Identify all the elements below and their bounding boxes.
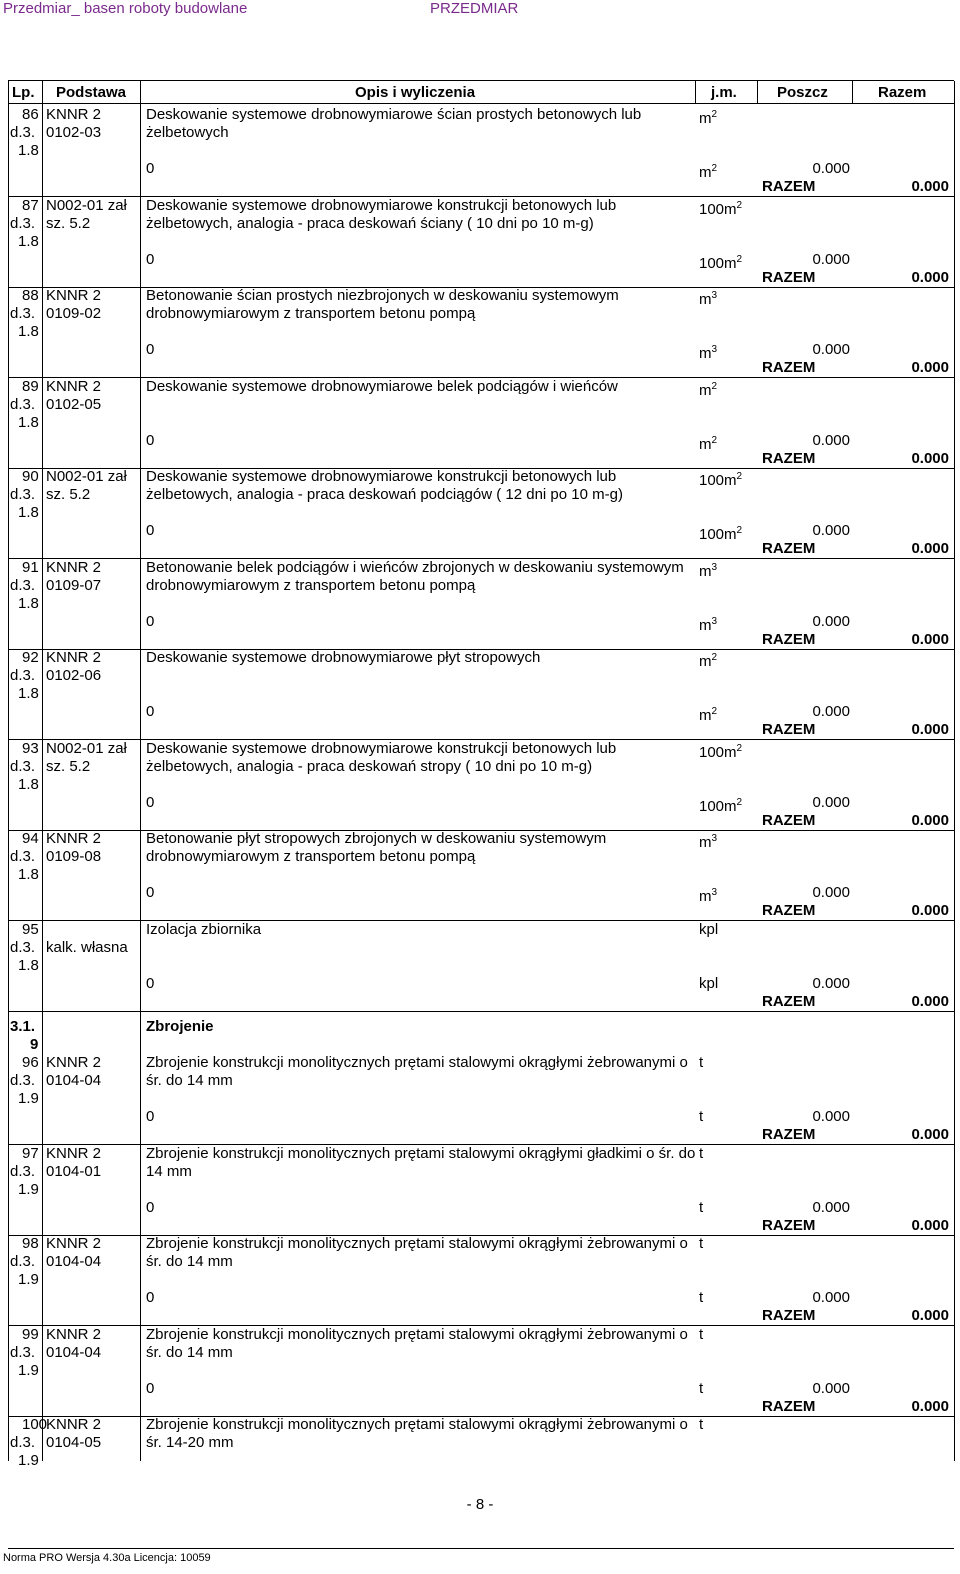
calc-expression: 0 <box>146 612 155 630</box>
entry-chapter: 1.8 <box>18 504 39 521</box>
entry-chapter: 1.9 <box>18 1452 39 1469</box>
entry-number: 98 <box>22 1235 39 1252</box>
entry-basis-code: 0104-05 <box>46 1434 102 1451</box>
entry-chapter: 1.8 <box>18 232 39 250</box>
entry-chapter: 1.8 <box>18 866 39 883</box>
column-rule <box>954 81 955 1461</box>
entry-unit: $m^2$ <box>699 109 718 127</box>
razem-value: 0.000 <box>911 811 949 829</box>
entry-basis-code: 0104-01 <box>46 1162 102 1180</box>
entry-basis-code: 0102-06 <box>46 667 102 684</box>
unit-exponent: 2 <box>711 380 718 392</box>
entry-unit: t <box>699 1235 704 1252</box>
section-title: Zbrojenie <box>146 1018 214 1035</box>
entry-ref: d.3. <box>10 848 36 865</box>
calc-expression: 0 <box>146 341 155 358</box>
entry-unit: t <box>699 1144 704 1162</box>
column-rule <box>757 81 758 103</box>
column-rule <box>852 81 853 103</box>
entry-basis-catalog: KNNR 2 <box>46 1416 102 1433</box>
entry-number: 91 <box>22 558 39 576</box>
entry-basis-code: sz. 5.2 <box>46 214 91 232</box>
calc-expression: 0 <box>146 522 155 539</box>
entry-ref: d.3. <box>10 757 36 775</box>
entry-number: 99 <box>22 1325 39 1343</box>
entry-chapter: 1.9 <box>18 1180 39 1198</box>
entry-ref: d.3. <box>10 1072 36 1089</box>
entry-basis-catalog: KNNR 2 <box>46 1144 102 1162</box>
row-separator <box>8 1011 954 1012</box>
razem-value: 0.000 <box>911 1397 949 1415</box>
entry-chapter: 1.8 <box>18 142 39 159</box>
calc-value: 0.000 <box>812 1289 850 1306</box>
calc-unit: t <box>699 1379 704 1397</box>
entry-basis-code: 0102-05 <box>46 395 102 413</box>
page-header <box>0 0 960 20</box>
col-lp: Lp. <box>12 84 35 101</box>
razem-value: 0.000 <box>911 1126 949 1143</box>
doc-type: PRZEDMIAR <box>430 0 519 17</box>
razem-value: 0.000 <box>911 540 949 557</box>
calc-value: 0.000 <box>812 250 850 268</box>
calc-unit: t <box>699 1198 704 1216</box>
unit-exponent: 3 <box>711 290 718 301</box>
unit-exponent: 3 <box>711 615 718 627</box>
razem-label: RAZEM <box>762 449 816 467</box>
razem-value: 0.000 <box>911 268 949 286</box>
entry-number: 93 <box>22 739 39 757</box>
entry-description: Betonowanie belek podciągów i wieńców zbrojonych w deskowaniu systemowym drobnowymiarowym z transportem betonu pompą <box>146 558 684 594</box>
column-header-row <box>8 82 954 104</box>
calc-expression: 0 <box>146 884 155 901</box>
entry-chapter: 1.9 <box>18 1090 39 1107</box>
calc-value: 0.000 <box>812 1108 850 1125</box>
razem-label: RAZEM <box>762 630 816 648</box>
entry-basis-catalog: KNNR 2 <box>46 830 102 847</box>
entry-ref: d.3. <box>10 1343 36 1361</box>
razem-label: RAZEM <box>762 1216 816 1234</box>
calc-expression: 0 <box>146 703 155 720</box>
calc-unit: $m^3$ <box>699 887 718 905</box>
calc-expression: 0 <box>146 974 155 992</box>
calc-value: 0.000 <box>812 160 850 177</box>
entry-number: 90 <box>22 468 39 485</box>
razem-label: RAZEM <box>762 721 816 738</box>
calc-value: 0.000 <box>812 793 850 811</box>
entry-basis-catalog: KNNR 2 <box>46 1054 102 1071</box>
calc-value: 0.000 <box>812 341 850 358</box>
entry-basis-catalog: KNNR 2 <box>46 1235 102 1252</box>
entry-basis-code: 0104-04 <box>46 1072 102 1089</box>
entry-ref: d.3. <box>10 305 36 322</box>
entry-unit: t <box>699 1054 704 1071</box>
unit-exponent: 2 <box>736 525 743 536</box>
razem-value: 0.000 <box>911 630 949 648</box>
calc-value: 0.000 <box>812 703 850 720</box>
razem-value: 0.000 <box>911 1307 949 1324</box>
entry-chapter: 1.8 <box>18 413 39 431</box>
entry-basis-catalog: N002-01 zał <box>46 468 127 485</box>
razem-value: 0.000 <box>911 721 949 738</box>
entry-unit: $100m^2$ <box>699 199 743 218</box>
calc-expression: 0 <box>146 1379 155 1397</box>
unit-exponent: 3 <box>711 887 718 898</box>
entry-unit: kpl <box>699 920 719 938</box>
entry-ref: d.3. <box>10 576 36 594</box>
unit-exponent: 2 <box>736 796 743 808</box>
calc-expression: 0 <box>146 793 155 811</box>
entry-unit: t <box>699 1325 704 1343</box>
entry-number: 96 <box>22 1054 39 1071</box>
entry-description: Deskowanie systemowe drobnowymiarowe konstrukcji betonowych lub żelbetowych, analogia - praca deskowań stropy ( 10 dni po 10 m-g) <box>146 739 617 775</box>
entry-basis-catalog: KNNR 2 <box>46 1325 102 1343</box>
calc-unit: t <box>699 1108 704 1125</box>
calc-expression: 0 <box>146 250 155 268</box>
entry-basis-code: 0104-04 <box>46 1253 102 1270</box>
col-desc: Opis i wyliczenia <box>355 84 476 101</box>
entry-unit: $m^2$ <box>699 380 718 399</box>
entry-chapter: 1.9 <box>18 1271 39 1288</box>
calc-value: 0.000 <box>812 974 850 992</box>
entry-description: Deskowanie systemowe drobnowymiarowe konstrukcji betonowych lub żelbetowych, analogia - praca deskowań ściany ( 10 dni po 10 m-g) <box>146 196 617 232</box>
razem-label: RAZEM <box>762 178 816 195</box>
calc-expression: 0 <box>146 1198 155 1216</box>
razem-label: RAZEM <box>762 902 816 919</box>
entry-description: Betonowanie płyt stropowych zbrojonych w deskowaniu systemowym drobnowymiarowym z transportem betonu pompą <box>146 830 607 865</box>
entry-unit: $100m^2$ <box>699 742 743 761</box>
entry-basis-catalog: KNNR 2 <box>46 649 102 666</box>
entry-ref: d.3. <box>10 1434 36 1451</box>
razem-value: 0.000 <box>911 178 949 195</box>
calc-unit: $100m^2$ <box>699 525 743 543</box>
calc-unit: t <box>699 1289 704 1306</box>
entry-unit: $m^3$ <box>699 561 718 580</box>
unit-exponent: 2 <box>736 253 743 265</box>
calc-unit: $m^2$ <box>699 434 718 453</box>
razem-value: 0.000 <box>911 449 949 467</box>
razem-label: RAZEM <box>762 1397 816 1415</box>
unit-exponent: 3 <box>711 833 718 844</box>
calc-unit: $m^2$ <box>699 706 718 724</box>
column-rule <box>8 81 9 1461</box>
entry-number: 100 <box>22 1416 48 1433</box>
entry-ref: d.3. <box>10 938 36 956</box>
entry-basis-code: sz. 5.2 <box>46 757 91 775</box>
entry-number: 97 <box>22 1144 39 1162</box>
column-rule <box>695 81 696 103</box>
entry-description: Deskowanie systemowe drobnowymiarowe ścian prostych betonowych lub żelbetowych <box>146 106 642 141</box>
unit-exponent: 3 <box>711 344 718 355</box>
unit-exponent: 2 <box>711 109 718 120</box>
entry-basis-catalog: KNNR 2 <box>46 558 102 576</box>
col-total: Razem <box>878 84 927 101</box>
entry-basis-code: 0104-04 <box>46 1343 102 1361</box>
unit-exponent: 2 <box>711 163 718 174</box>
entry-ref: d.3. <box>10 486 36 503</box>
col-unit: j.m. <box>711 84 737 101</box>
entry-unit: $100m^2$ <box>699 471 743 489</box>
entry-basis-catalog: N002-01 zał <box>46 196 127 214</box>
razem-label: RAZEM <box>762 540 816 557</box>
doc-title: Przedmiar_ basen roboty budowlane <box>3 0 248 17</box>
entry-basis-catalog: KNNR 2 <box>46 287 102 304</box>
razem-value: 0.000 <box>911 992 949 1010</box>
entry-basis-catalog: KNNR 2 <box>46 106 102 123</box>
unit-exponent: 2 <box>711 706 718 717</box>
calc-expression: 0 <box>146 160 155 177</box>
entry-description: Zbrojenie konstrukcji monolitycznych prętami stalowymi okrągłymi żebrowanymi o śr. do 14 mm <box>146 1054 688 1089</box>
entry-description: Zbrojenie konstrukcji monolitycznych prętami stalowymi okrągłymi żebrowanymi o śr. do 14 mm <box>146 1325 688 1361</box>
entry-basis-code: 0102-03 <box>46 124 102 141</box>
entry-number: 88 <box>22 287 39 304</box>
calc-value: 0.000 <box>812 522 850 539</box>
unit-exponent: 2 <box>736 742 743 754</box>
entry-ref: d.3. <box>10 395 36 413</box>
entry-basis-code: 0109-02 <box>46 305 102 322</box>
razem-label: RAZEM <box>762 992 816 1010</box>
entry-number: 87 <box>22 196 39 214</box>
razem-value: 0.000 <box>911 902 949 919</box>
calc-expression: 0 <box>146 1289 155 1306</box>
col-basis: Podstawa <box>56 84 127 101</box>
razem-value: 0.000 <box>911 1216 949 1234</box>
page-number: - 8 - <box>466 1496 494 1513</box>
column-rule <box>42 81 43 103</box>
entry-description: Deskowanie systemowe drobnowymiarowe konstrukcji betonowych lub żelbetowych, analogia - praca deskowań podciągów ( 12 dni po 10 m-g) <box>146 468 623 503</box>
entry-basis-code: 0109-08 <box>46 848 102 865</box>
entry-unit: $m^3$ <box>699 833 718 851</box>
entry-ref: d.3. <box>10 124 36 141</box>
razem-label: RAZEM <box>762 1307 816 1324</box>
entry-number: 94 <box>22 830 39 847</box>
section-number: 3.1. <box>10 1018 36 1035</box>
entry-ref: d.3. <box>10 1162 36 1180</box>
razem-value: 0.000 <box>911 359 949 376</box>
body-column-rule <box>42 104 43 1461</box>
entry-number: 86 <box>22 106 39 123</box>
razem-label: RAZEM <box>762 811 816 829</box>
entry-chapter: 1.9 <box>18 1361 39 1379</box>
razem-label: RAZEM <box>762 359 816 376</box>
unit-exponent: 3 <box>711 561 718 573</box>
entry-basis-catalog: KNNR 2 <box>46 377 102 395</box>
calc-value: 0.000 <box>812 1379 850 1397</box>
body-column-rule <box>140 104 141 1461</box>
entry-basis-code: kalk. własna <box>46 938 128 956</box>
calc-expression: 0 <box>146 431 155 449</box>
header-bottom-rule <box>8 103 954 104</box>
entry-number: 89 <box>22 377 39 395</box>
entry-basis-catalog: N002-01 zał <box>46 739 127 757</box>
entry-description: Zbrojenie konstrukcji monolitycznych prętami stalowymi okrągłymi gładkimi o śr. do 14 mm <box>146 1144 696 1180</box>
calc-value: 0.000 <box>812 612 850 630</box>
column-rule <box>140 81 141 103</box>
entry-number: 92 <box>22 649 39 666</box>
entry-ref: d.3. <box>10 667 36 684</box>
software-info: Norma PRO Wersja 4.30a Licencja: 10059 <box>3 1552 211 1564</box>
calc-unit: $100m^2$ <box>699 796 743 815</box>
col-item: Poszcz <box>777 84 828 101</box>
calc-unit: $m^2$ <box>699 163 718 181</box>
entry-description: Deskowanie systemowe drobnowymiarowe belek podciągów i wieńców <box>146 377 618 395</box>
entry-description: Deskowanie systemowe drobnowymiarowe płyt stropowych <box>146 649 541 666</box>
unit-exponent: 2 <box>736 471 743 482</box>
section-number-cont: 9 <box>30 1036 39 1053</box>
entry-chapter: 1.8 <box>18 594 39 612</box>
entry-description: Izolacja zbiornika <box>146 920 262 938</box>
entry-description: Zbrojenie konstrukcji monolitycznych prętami stalowymi okrągłymi żebrowanymi o śr. do 14 mm <box>146 1235 688 1270</box>
entry-unit: t <box>699 1416 704 1433</box>
razem-label: RAZEM <box>762 268 816 286</box>
calc-expression: 0 <box>146 1108 155 1125</box>
entry-unit: $m^2$ <box>699 652 718 670</box>
calc-unit: kpl <box>699 974 719 992</box>
entry-description: Zbrojenie konstrukcji monolitycznych prętami stalowymi okrągłymi żebrowanymi o śr. 14-20 mm <box>146 1416 688 1451</box>
razem-label: RAZEM <box>762 1126 816 1143</box>
entry-description: Betonowanie ścian prostych niezbrojonych w deskowaniu systemowym drobnowymiarowym z transportem betonu pompą <box>146 287 619 322</box>
calc-unit: $100m^2$ <box>699 253 743 272</box>
unit-exponent: 2 <box>736 199 743 211</box>
table-top-rule <box>8 80 954 81</box>
calc-value: 0.000 <box>812 1198 850 1216</box>
entry-chapter: 1.8 <box>18 323 39 340</box>
calc-value: 0.000 <box>812 431 850 449</box>
entry-ref: d.3. <box>10 1253 36 1270</box>
entry-unit: $m^3$ <box>699 290 718 308</box>
entry-chapter: 1.8 <box>18 956 39 974</box>
calc-unit: $m^3$ <box>699 344 718 362</box>
unit-exponent: 2 <box>711 652 718 663</box>
entry-chapter: 1.8 <box>18 685 39 702</box>
entry-basis-code: sz. 5.2 <box>46 486 91 503</box>
calc-value: 0.000 <box>812 884 850 901</box>
unit-exponent: 2 <box>711 434 718 446</box>
calc-unit: $m^3$ <box>699 615 718 634</box>
entry-number: 95 <box>22 920 39 938</box>
footer-rule <box>8 1548 954 1549</box>
entry-ref: d.3. <box>10 214 36 232</box>
entry-chapter: 1.8 <box>18 775 39 793</box>
entry-basis-code: 0109-07 <box>46 576 102 594</box>
